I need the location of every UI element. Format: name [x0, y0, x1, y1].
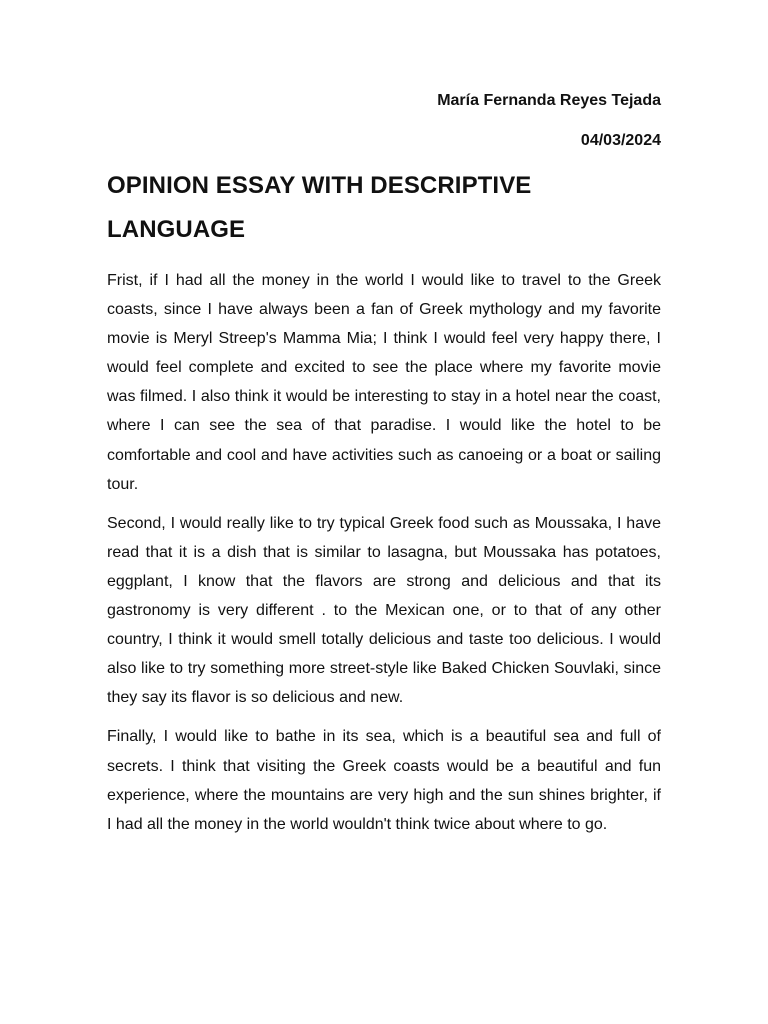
- document-date: 04/03/2024: [580, 132, 661, 149]
- essay-body: [107, 266, 661, 849]
- paragraph-2: Second, I would really like to try typical Greek food such as Moussaka, I have read that it is a dish that is similar to lasagna, but Moussaka has potatoes, eggplant, I know that the flavors are strong and delicious and that its gastronomy is very different . to the Mexican one, or to that of any other country, I think it would smell totally delicious and taste too delicious. I would also like to try something more street-style like Baked Chicken Souvlaki, since they say its flavor is so delicious and new.: [107, 514, 661, 707]
- paragraph-1: Frist, if I had all the money in the world I would like to travel to the Greek coasts, since I have always been a fan of Greek mythology and my favorite movie is Meryl Streep's Mamma Mia; I think I would feel very happy there, I would feel complete and excited to see the place where my favorite movie was filmed. I also think it would be interesting to stay in a hotel near the coast, where I can see the sea of that paradise. I would like the hotel to be comfortable and cool and have activities such as canoeing or a boat or sailing tour.: [107, 272, 661, 493]
- paragraph-3: Finally, I would like to bathe in its sea, which is a beautiful sea and full of secrets. I think that visiting the Greek coasts would be a beautiful and fun experience, where the mountains are very high and the sun shines brighter, if I had all the money in the world wouldn't think twice about where to go.: [107, 728, 661, 833]
- essay-title: OPINION ESSAY WITH DESCRIPTIVE LANGUAGE: [107, 172, 532, 243]
- author-name: María Fernanda Reyes Tejada: [437, 92, 661, 109]
